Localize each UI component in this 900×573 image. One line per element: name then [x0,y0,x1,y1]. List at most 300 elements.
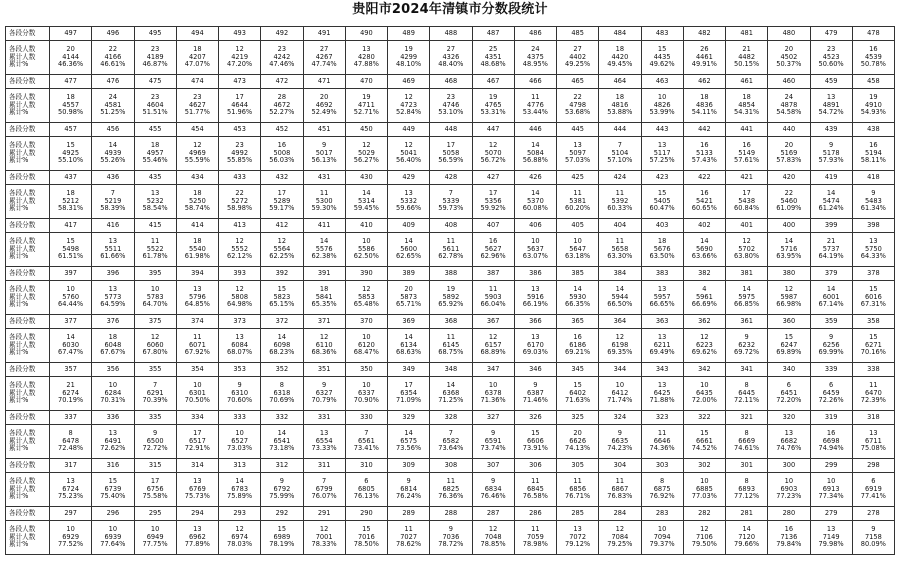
count-value: 13 [235,333,244,342]
score-row-label: 各段分数 [6,507,50,521]
cumulative-percent: 70.60% [227,396,253,405]
data-cell [472,377,514,411]
count-value: 11 [446,333,456,342]
cumulative-percent: 77.12% [734,492,760,501]
cumulative-value: 6834 [484,484,502,493]
score-cell: 492 [261,27,303,41]
cumulative-value: 7094 [653,532,671,541]
count-value: 20 [66,45,75,54]
data-cell [514,281,556,315]
cumulative-value: 6247 [780,340,798,349]
count-value: 14 [531,141,540,150]
row-label-pct: 累计% [9,204,29,213]
score-cell: 457 [50,123,92,137]
count-value: 17 [235,93,244,102]
count-value: 13 [404,189,413,198]
count-value: 12 [615,333,625,342]
cumulative-percent: 55.26% [100,156,126,165]
data-cell [430,137,472,171]
cumulative-value: 6825 [442,484,460,493]
data-cell [514,89,556,123]
cumulative-percent: 48.95% [522,60,548,69]
cumulative-percent: 58.31% [58,204,84,213]
count-value: 13 [531,285,540,294]
cumulative-value: 6856 [569,484,587,493]
data-cell [92,41,134,75]
cumulative-percent: 72.20% [776,396,802,405]
data-cell [641,473,683,507]
data-cell [92,329,134,363]
data-cell [219,233,261,267]
count-value: 14 [277,333,287,342]
score-cell: 314 [176,459,218,473]
data-cell [50,89,92,123]
score-cell: 346 [514,363,556,377]
data-cell [557,41,599,75]
row-label-count: 各段人数 [9,429,36,438]
cumulative-percent: 59.17% [269,204,295,213]
data-cell [726,233,768,267]
count-value: 9 [406,477,411,486]
data-cell [514,377,556,411]
count-value: 14 [404,237,413,246]
score-cell: 444 [599,123,641,137]
score-cell: 327 [472,411,514,425]
data-cell [599,137,641,171]
cumulative-percent: 77.41% [860,492,886,501]
cumulative-percent: 55.46% [142,156,168,165]
cumulative-percent: 79.98% [818,540,844,549]
cumulative-value: 5611 [442,244,460,253]
count-value: 13 [826,93,836,102]
cumulative-percent: 69.03% [522,348,548,357]
data-cell [472,41,514,75]
score-cell: 458 [852,75,894,89]
cumulative-value: 5438 [738,196,756,205]
score-cell: 333 [219,411,261,425]
data-cell [768,521,810,555]
score-row [6,459,895,473]
data-cell [219,377,261,411]
cumulative-value: 7001 [315,532,333,541]
cumulative-value: 5987 [780,292,798,301]
data-cell [726,41,768,75]
cumulative-value: 4604 [146,100,164,109]
score-cell: 340 [768,363,810,377]
data-cell [852,425,894,459]
score-cell: 434 [176,171,218,185]
cumulative-value: 4420 [611,52,629,61]
data-cell [92,473,134,507]
cumulative-percent: 63.80% [734,252,760,261]
score-cell: 293 [219,507,261,521]
cumulative-value: 4299 [400,52,418,61]
cumulative-value: 6661 [695,436,713,445]
count-value: 11 [615,189,625,198]
count-value: 9 [829,141,834,150]
count-value: 7 [322,477,327,486]
data-cell [176,233,218,267]
score-cell: 299 [810,459,852,473]
cumulative-percent: 52.49% [311,108,337,117]
data-row-labels [6,521,50,555]
cumulative-percent: 78.50% [353,540,379,549]
count-value: 15 [277,525,287,534]
cumulative-percent: 75.89% [227,492,253,501]
cumulative-value: 6435 [695,388,713,397]
score-cell: 290 [345,507,387,521]
cumulative-value: 6875 [653,484,671,493]
cumulative-value: 5008 [273,148,291,157]
cumulative-value: 4910 [864,100,882,109]
count-value: 17 [446,141,456,150]
cumulative-percent: 73.03% [227,444,253,453]
data-cell [557,185,599,219]
cumulative-percent: 67.47% [58,348,84,357]
cumulative-value: 6470 [864,388,882,397]
score-cell: 408 [430,219,472,233]
cumulative-percent: 62.25% [269,252,295,261]
cumulative-percent: 54.31% [734,108,760,117]
cumulative-value: 4891 [822,100,840,109]
data-cell [176,473,218,507]
cumulative-percent: 57.03% [565,156,591,165]
count-value: 13 [573,141,582,150]
data-row-labels [6,185,50,219]
count-value: 11 [446,237,456,246]
score-cell: 399 [810,219,852,233]
count-value: 17 [742,189,751,198]
cumulative-percent: 55.85% [227,156,253,165]
cumulative-percent: 69.62% [691,348,717,357]
data-cell [768,473,810,507]
data-cell [472,473,514,507]
score-cell: 318 [852,411,894,425]
score-cell: 326 [514,411,556,425]
cumulative-value: 4523 [822,52,840,61]
cumulative-value: 5017 [315,148,333,157]
cumulative-percent: 50.98% [58,108,84,117]
count-value: 10 [531,237,540,246]
cumulative-percent: 70.50% [184,396,210,405]
cumulative-percent: 75.40% [100,492,126,501]
cumulative-percent: 52.71% [353,108,379,117]
score-cell: 331 [303,411,345,425]
cumulative-value: 4539 [864,52,882,61]
data-cell [768,41,810,75]
score-cell: 401 [726,219,768,233]
count-value: 7 [153,381,158,390]
cumulative-percent: 60.47% [649,204,675,213]
data-cell [683,185,725,219]
count-value: 20 [404,285,413,294]
cumulative-value: 6500 [146,436,164,445]
cumulative-percent: 77.03% [691,492,717,501]
score-cell: 381 [726,267,768,281]
cumulative-percent: 76.24% [396,492,422,501]
count-value: 7 [110,189,115,198]
data-cell [683,425,725,459]
cumulative-value: 6368 [442,388,460,397]
row-label-pct: 累计% [9,396,29,405]
score-cell: 362 [683,315,725,329]
data-cell [92,89,134,123]
score-cell: 337 [50,411,92,425]
data-row [6,41,895,75]
count-value: 23 [826,45,836,54]
score-cell: 452 [261,123,303,137]
score-cell: 372 [261,315,303,329]
data-cell [599,377,641,411]
cumulative-percent: 46.36% [58,60,84,69]
cumulative-percent: 78.85% [480,540,506,549]
count-value: 13 [869,429,878,438]
count-value: 9 [871,525,876,534]
cumulative-value: 5676 [653,244,671,253]
score-cell: 310 [345,459,387,473]
score-cell: 288 [430,507,472,521]
cumulative-value: 6626 [569,436,587,445]
row-label-count: 各段人数 [9,189,36,198]
cumulative-value: 7016 [357,532,375,541]
cumulative-value: 6646 [653,436,671,445]
cumulative-value: 5552 [231,244,249,253]
score-cell: 370 [345,315,387,329]
count-value: 9 [322,141,327,150]
cumulative-percent: 63.66% [691,252,717,261]
data-cell [92,425,134,459]
data-cell [345,473,387,507]
count-value: 11 [573,477,582,486]
cumulative-value: 6271 [864,340,882,349]
cumulative-percent: 80.09% [860,540,886,549]
cumulative-percent: 71.63% [565,396,591,405]
data-cell [430,521,472,555]
cumulative-percent: 63.18% [565,252,591,261]
data-cell [810,329,852,363]
data-cell [599,329,641,363]
cumulative-value: 5853 [357,292,375,301]
score-cell: 294 [176,507,218,521]
row-label-count: 各段人数 [9,525,36,534]
data-cell [683,329,725,363]
cumulative-percent: 76.07% [311,492,337,501]
cumulative-percent: 52.27% [269,108,295,117]
cumulative-percent: 53.99% [649,108,675,117]
score-cell: 295 [134,507,176,521]
data-cell [514,425,556,459]
data-cell [768,377,810,411]
cumulative-value: 7106 [695,532,713,541]
data-cell [176,377,218,411]
count-value: 25 [488,45,498,54]
data-cell [50,329,92,363]
score-cell: 366 [514,315,556,329]
cumulative-value: 6792 [273,484,291,493]
cumulative-percent: 61.34% [860,204,886,213]
score-cell: 309 [388,459,430,473]
score-cell: 469 [388,75,430,89]
count-value: 11 [150,237,160,246]
cumulative-percent: 58.74% [184,204,210,213]
data-cell [557,473,599,507]
cumulative-percent: 77.89% [184,540,210,549]
count-value: 11 [615,237,625,246]
score-cell: 490 [345,27,387,41]
data-cell [92,233,134,267]
cumulative-percent: 68.36% [311,348,337,357]
data-row [6,425,895,459]
score-row-label: 各段分数 [6,459,50,473]
count-value: 12 [404,93,413,102]
score-cell: 415 [134,219,176,233]
cumulative-value: 5370 [526,196,544,205]
count-value: 15 [700,429,709,438]
score-cell: 445 [557,123,599,137]
cumulative-percent: 57.43% [691,156,717,165]
cumulative-percent: 69.89% [776,348,802,357]
data-cell [388,329,430,363]
count-value: 9 [829,333,834,342]
cumulative-value: 6769 [188,484,206,493]
cumulative-percent: 64.59% [100,300,126,309]
count-value: 24 [531,45,540,54]
data-cell [641,521,683,555]
cumulative-value: 5104 [611,148,629,157]
data-cell [219,425,261,459]
cumulative-value: 6060 [146,340,164,349]
count-value: 12 [784,285,794,294]
row-label-cum: 累计人数 [9,532,36,541]
count-value: 22 [235,189,244,198]
cumulative-percent: 62.38% [311,252,337,261]
score-cell: 352 [261,363,303,377]
data-cell [810,521,852,555]
cumulative-value: 6301 [188,388,206,397]
count-value: 7 [448,189,453,198]
data-cell [599,473,641,507]
count-value: 11 [404,525,413,534]
data-cell [50,137,92,171]
count-value: 13 [193,477,202,486]
cumulative-value: 4280 [357,52,375,61]
score-cell: 448 [430,123,472,137]
score-row-label: 各段分数 [6,219,50,233]
score-cell: 360 [768,315,810,329]
data-cell [599,185,641,219]
cumulative-percent: 61.24% [818,204,844,213]
count-value: 14 [362,189,371,198]
cumulative-percent: 65.48% [353,300,379,309]
count-value: 14 [277,429,287,438]
cumulative-percent: 59.45% [353,204,379,213]
count-value: 15 [66,141,75,150]
cumulative-value: 6170 [526,340,544,349]
cumulative-value: 4267 [315,52,333,61]
cumulative-value: 5903 [484,292,502,301]
count-value: 18 [193,189,202,198]
count-value: 7 [364,429,369,438]
score-row-label: 各段分数 [6,267,50,281]
cumulative-value: 6491 [104,436,122,445]
cumulative-percent: 78.33% [311,540,337,549]
score-distribution-table [5,26,895,555]
count-value: 14 [404,333,413,342]
count-value: 19 [362,93,371,102]
count-value: 13 [66,477,75,486]
cumulative-value: 6425 [653,388,671,397]
score-row-label: 各段分数 [6,27,50,41]
score-cell: 473 [219,75,261,89]
cumulative-percent: 49.45% [607,60,633,69]
cumulative-value: 7072 [569,532,587,541]
data-cell [641,41,683,75]
data-cell [683,89,725,123]
score-cell: 463 [641,75,683,89]
cumulative-value: 7027 [400,532,418,541]
score-cell: 330 [345,411,387,425]
data-cell [472,281,514,315]
cumulative-value: 5773 [104,292,122,301]
count-value: 14 [615,285,625,294]
cumulative-value: 4854 [738,100,756,109]
count-value: 9 [744,333,749,342]
data-cell [852,521,894,555]
score-cell: 304 [599,459,641,473]
count-value: 15 [531,429,540,438]
score-cell: 345 [557,363,599,377]
cumulative-percent: 67.92% [184,348,210,357]
cumulative-value: 6120 [357,340,375,349]
score-row [6,411,895,425]
score-cell: 433 [219,171,261,185]
cumulative-value: 5961 [695,292,713,301]
count-value: 16 [488,237,498,246]
cumulative-percent: 54.11% [691,108,717,117]
cumulative-percent: 75.23% [58,492,84,501]
cumulative-percent: 73.33% [311,444,337,453]
cumulative-value: 5892 [442,292,460,301]
count-value: 13 [657,381,667,390]
count-value: 14 [784,237,794,246]
cumulative-value: 5944 [611,292,629,301]
cumulative-value: 4461 [695,52,713,61]
score-cell: 316 [92,459,134,473]
page-title: 贵阳市2024年清镇市分数段统计 [352,2,548,17]
data-cell [641,329,683,363]
cumulative-percent: 53.10% [438,108,464,117]
score-cell: 393 [219,267,261,281]
data-cell [641,425,683,459]
cumulative-percent: 71.46% [522,396,548,405]
data-cell [388,521,430,555]
row-label-pct: 累计% [9,252,29,261]
cumulative-percent: 66.50% [607,300,633,309]
cumulative-percent: 57.83% [776,156,802,165]
cumulative-value: 4375 [526,52,544,61]
cumulative-value: 6030 [62,340,80,349]
data-cell [852,89,894,123]
data-cell [388,233,430,267]
cumulative-percent: 78.98% [522,540,548,549]
score-cell: 389 [388,267,430,281]
cumulative-value: 6913 [822,484,840,493]
row-label-cum: 累计人数 [9,436,36,445]
data-cell [261,233,303,267]
cumulative-value: 4557 [62,100,80,109]
data-cell [514,185,556,219]
score-cell: 472 [261,75,303,89]
